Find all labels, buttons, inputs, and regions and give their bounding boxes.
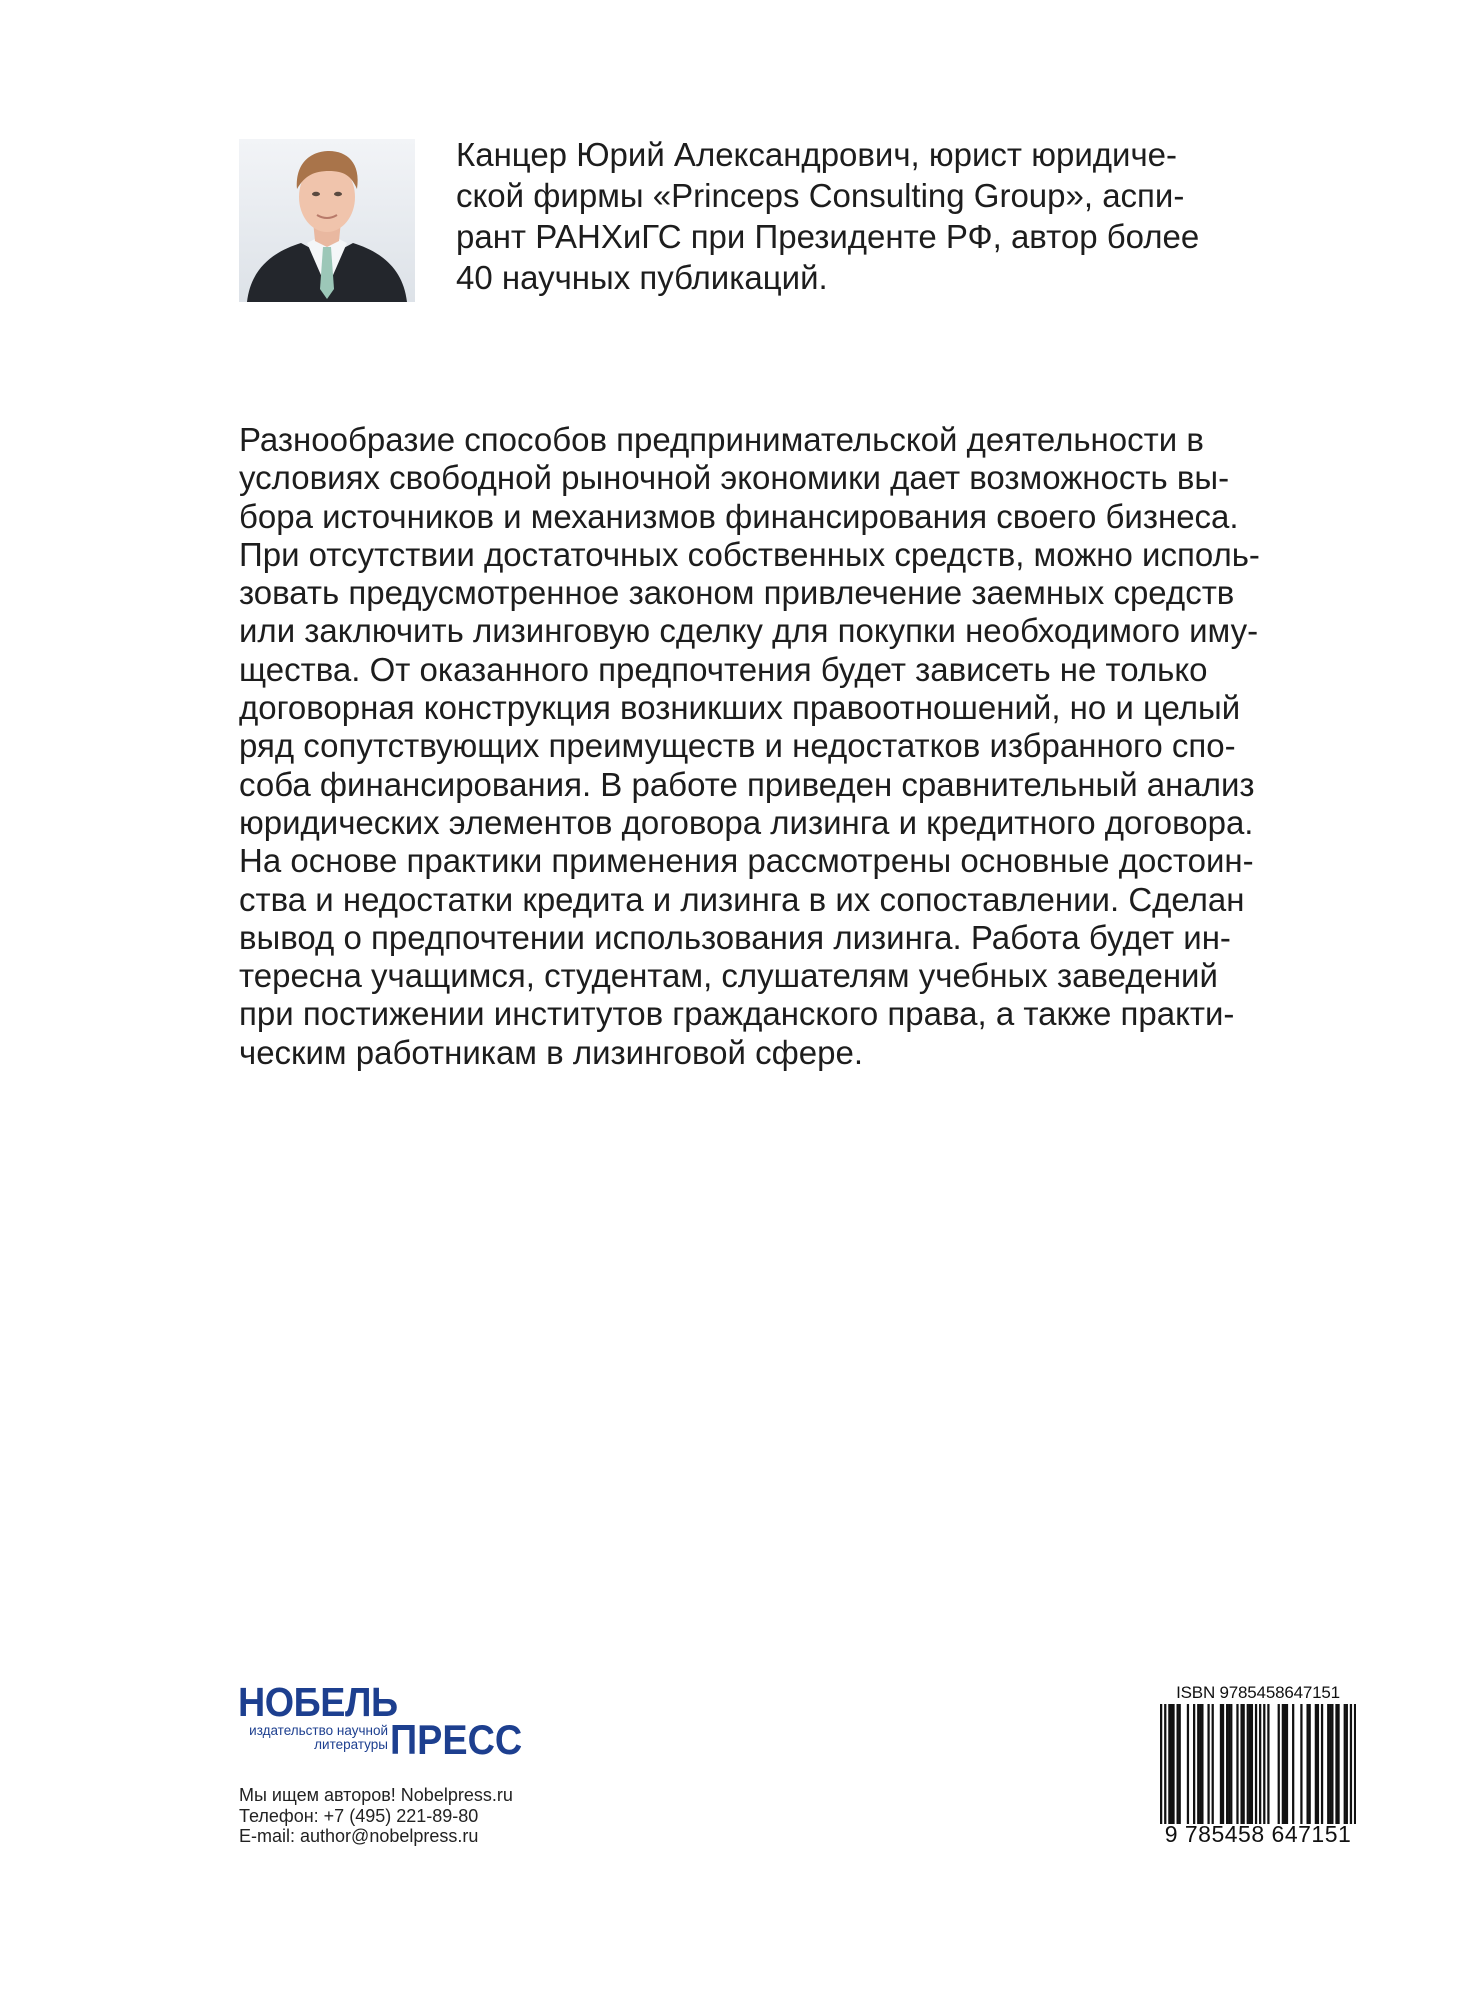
barcode-bar [1212, 1704, 1214, 1824]
author-bio-line: ской фирмы «Princeps Consulting Group», аспи- [456, 177, 1185, 214]
barcode-bar [1207, 1704, 1209, 1824]
barcode-bar [1168, 1704, 1170, 1824]
barcode-bar [1222, 1704, 1224, 1824]
barcode-bar [1160, 1704, 1162, 1824]
barcode-bar [1177, 1704, 1179, 1824]
barcode-bar [1306, 1704, 1308, 1824]
barcode-bar [1199, 1704, 1201, 1824]
barcode-bar [1187, 1704, 1189, 1824]
barcode-bar [1292, 1704, 1294, 1824]
barcode-bar [1249, 1704, 1251, 1824]
annotation-line: или заключить лизинговую сделку для покупки необходимого иму- [239, 612, 1259, 650]
contact-website: Мы ищем авторов! Nobelpress.ru [239, 1785, 513, 1805]
barcode-bar [1193, 1704, 1195, 1824]
barcode-bar [1286, 1704, 1288, 1824]
author-photo [239, 139, 415, 302]
logo-word-press: ПРЕСС [390, 1716, 523, 1763]
barcode-bar [1315, 1704, 1317, 1824]
contact-phone: Телефон: +7 (495) 221-89-80 [239, 1805, 479, 1826]
barcode-bar [1240, 1704, 1242, 1824]
barcode-bar [1164, 1704, 1166, 1824]
barcode-bar [1243, 1704, 1245, 1824]
barcode-bar [1247, 1704, 1249, 1824]
annotation-line: ства и недостатки кредита и лизинга в их сопоставлении. Сделан [239, 880, 1245, 918]
annotation-line: при постижении институтов гражданского права, а также практи- [239, 995, 1235, 1033]
barcode-bar [1201, 1704, 1203, 1824]
annotation-line: договорная конструкция возникших правоотношений, но и целый [239, 689, 1241, 727]
annotation-line: На основе практики применения рассмотрены основные достоин- [239, 842, 1254, 880]
barcode-bar [1170, 1704, 1172, 1824]
barcode-bar [1278, 1704, 1280, 1824]
isbn-digits: 9 785458 647151 [1164, 1821, 1352, 1847]
barcode-icon [1160, 1704, 1356, 1824]
annotation-line: ряд сопутствующих преимуществ и недостатков избранного спо- [239, 727, 1236, 765]
annotation-line: условиях свободной рыночной экономики дает возможность вы- [239, 459, 1230, 497]
logo-word-nobel: НОБЕЛЬ [238, 1679, 398, 1725]
barcode-bar [1282, 1704, 1284, 1824]
barcode-bar [1267, 1704, 1269, 1824]
barcode-bar [1344, 1704, 1346, 1824]
barcode-bar [1255, 1704, 1257, 1824]
barcode-bar [1230, 1704, 1232, 1824]
barcode-bar [1179, 1704, 1181, 1824]
barcode-bar [1331, 1704, 1333, 1824]
barcode-bar [1259, 1704, 1261, 1824]
annotation-line: тересна учащимся, студентам, слушателям учебных заведений [239, 957, 1218, 995]
barcode-bar [1228, 1704, 1230, 1824]
author-bio-line: Канцер Юрий Александрович, юрист юридиче- [456, 136, 1177, 173]
isbn-label: ISBN 9785458647151 [1176, 1683, 1340, 1702]
annotation-line: вывод о предпочтении использования лизинга. Работа будет ин- [239, 918, 1231, 956]
logo-tagline [238, 1724, 388, 1752]
book-annotation [239, 421, 1359, 1072]
barcode-bar [1172, 1704, 1174, 1824]
barcode-bar [1350, 1704, 1352, 1824]
barcode-bar [1236, 1704, 1238, 1824]
barcode-bar [1317, 1704, 1319, 1824]
barcode-bar [1251, 1704, 1253, 1824]
barcode-bar [1321, 1704, 1323, 1824]
contact-email: E-mail: author@nobelpress.ru [239, 1826, 479, 1846]
annotation-line: бора источников и механизмов финансирования своего бизнеса. [239, 497, 1239, 535]
annotation-line: Разнообразие способов предпринимательской деятельности в [239, 421, 1204, 458]
logo-tagline-line: издательство научной [249, 1723, 388, 1738]
barcode-bar [1309, 1704, 1311, 1824]
barcode-bar [1284, 1704, 1286, 1824]
logo-tagline-line: литературы [314, 1737, 388, 1752]
author-bio-line: рант РАНХиГС при Президенте РФ, автор более [456, 218, 1200, 255]
barcode-bar [1346, 1704, 1348, 1824]
barcode-bar [1335, 1704, 1337, 1824]
barcode-bar [1337, 1704, 1339, 1824]
annotation-line: юридических элементов договора лизинга и кредитного договора. [239, 803, 1254, 841]
barcode-bar [1300, 1704, 1302, 1824]
isbn-barcode [1160, 1684, 1356, 1846]
author-portrait-illustration [239, 139, 415, 302]
publisher-logo [238, 1679, 523, 1770]
annotation-line: зовать предусмотренное законом привлечение заемных средств [239, 574, 1235, 612]
barcode-bar [1354, 1704, 1356, 1824]
annotation-line: ческим работникам в лизинговой сфере. [239, 1033, 863, 1071]
barcode-bar [1263, 1704, 1265, 1824]
annotation-line: щества. От оказанного предпочтения будет зависеть не только [239, 650, 1208, 688]
barcode-bar [1197, 1704, 1199, 1824]
barcode-bar [1329, 1704, 1331, 1824]
barcode-bar [1226, 1704, 1228, 1824]
publisher-contacts [239, 1785, 513, 1847]
barcode-bar [1220, 1704, 1222, 1824]
barcode-bar [1327, 1704, 1329, 1824]
annotation-line: При отсутствии достаточных собственных средств, можно исполь- [239, 535, 1260, 573]
author-bio-line: 40 научных публикаций. [456, 259, 828, 296]
annotation-line: соба финансирования. В работе приведен сравнительный анализ [239, 765, 1255, 803]
author-bio [456, 134, 1316, 298]
